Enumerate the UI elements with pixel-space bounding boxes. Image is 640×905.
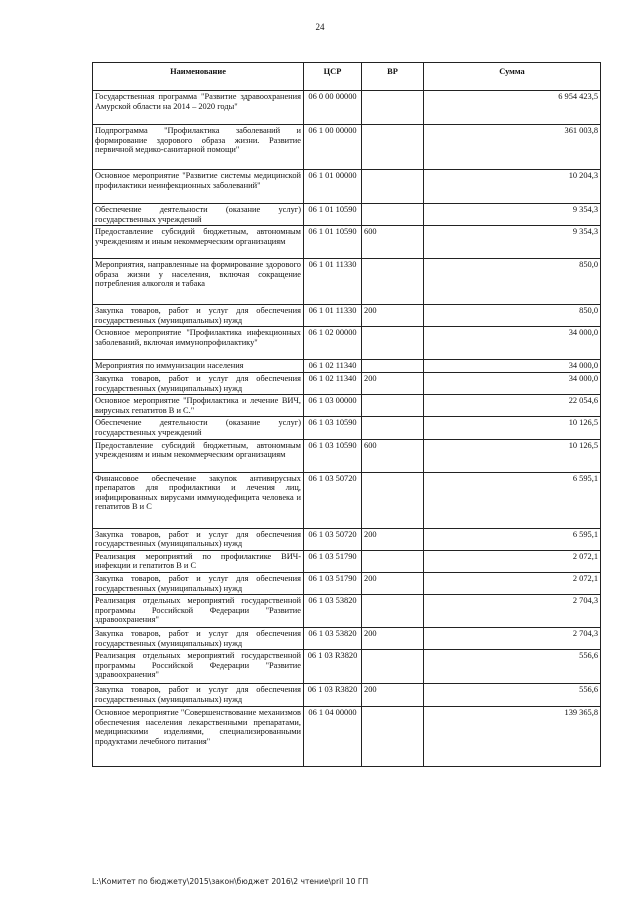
budget-table	[92, 62, 601, 767]
row-name-cell: Реализация отдельных мероприятий государственной программы Российской Федерации "Развитие здравоохранения"	[93, 650, 304, 684]
row-vr-cell	[362, 707, 424, 767]
table-row	[93, 305, 601, 327]
row-sum-cell: 6 954 423,5	[424, 91, 601, 125]
row-sum-cell: 10 126,5	[424, 439, 601, 472]
row-vr-cell	[362, 595, 424, 628]
row-csr-cell: 06 1 01 11330	[304, 305, 362, 327]
row-vr-cell: 200	[362, 305, 424, 327]
table-header-row	[93, 63, 601, 91]
row-csr-cell: 06 1 03 53820	[304, 628, 362, 650]
table-row	[93, 226, 601, 259]
row-name-cell: Финансовое обеспечение закупок антивирусных препаратов для профилактики и лечения лиц, инфицированных вирусами иммунодефицита человека и гепатитов В и С	[93, 472, 304, 528]
row-vr-cell	[362, 259, 424, 305]
row-name-cell: Предоставление субсидий бюджетным, автономным учреждениям и иным некоммерческим организациям	[93, 226, 304, 259]
row-sum-cell: 2 072,1	[424, 572, 601, 594]
row-csr-cell: 06 1 04 00000	[304, 707, 362, 767]
row-csr-cell: 06 1 02 11340	[304, 360, 362, 373]
row-name-cell: Закупка товаров, работ и услуг для обеспечения государственных (муниципальных) нужд	[93, 572, 304, 594]
row-csr-cell: 06 1 03 50720	[304, 472, 362, 528]
row-csr-cell: 06 1 03 R3820	[304, 684, 362, 707]
table-row	[93, 572, 601, 594]
row-vr-cell	[362, 204, 424, 226]
table-row	[93, 417, 601, 439]
row-sum-cell: 34 000,0	[424, 327, 601, 360]
row-name-cell: Закупка товаров, работ и услуг для обеспечения государственных (муниципальных) нужд	[93, 528, 304, 550]
table-row	[93, 395, 601, 417]
row-sum-cell: 34 000,0	[424, 372, 601, 394]
row-name-cell: Основное мероприятие "Совершенствование механизмов обеспечения населения лекарственными препаратами, медицинскими изделиями, специализированными продуктами лечебного питания"	[93, 707, 304, 767]
row-name-cell: Обеспечение деятельности (оказание услуг) государственных учреждений	[93, 204, 304, 226]
table-row	[93, 259, 601, 305]
row-vr-cell: 200	[362, 372, 424, 394]
table-body	[93, 91, 601, 767]
table-row	[93, 91, 601, 125]
row-sum-cell: 850,0	[424, 305, 601, 327]
table-row	[93, 628, 601, 650]
row-csr-cell: 06 1 03 10590	[304, 417, 362, 439]
row-name-cell: Обеспечение деятельности (оказание услуг) государственных учреждений	[93, 417, 304, 439]
row-vr-cell	[362, 417, 424, 439]
row-sum-cell: 139 365,8	[424, 707, 601, 767]
row-vr-cell	[362, 550, 424, 572]
table-row	[93, 550, 601, 572]
table-row	[93, 360, 601, 373]
row-csr-cell: 06 1 03 R3820	[304, 650, 362, 684]
row-name-cell: Подпрограмма "Профилактика заболеваний и формирование здорового образа жизни. Развитие первичной медико-санитарной помощи"	[93, 125, 304, 170]
row-vr-cell	[362, 472, 424, 528]
row-sum-cell: 34 000,0	[424, 360, 601, 373]
row-name-cell: Предоставление субсидий бюджетным, автономным учреждениям и иным некоммерческим организациям	[93, 439, 304, 472]
row-name-cell: Реализация отдельных мероприятий государственной программы Российской Федерации "Развитие здравоохранения"	[93, 595, 304, 628]
row-vr-cell: 600	[362, 226, 424, 259]
row-sum-cell: 556,6	[424, 650, 601, 684]
row-sum-cell: 850,0	[424, 259, 601, 305]
row-sum-cell: 10 126,5	[424, 417, 601, 439]
row-sum-cell: 2 704,3	[424, 628, 601, 650]
row-csr-cell: 06 1 01 10590	[304, 204, 362, 226]
row-name-cell: Закупка товаров, работ и услуг для обеспечения государственных (муниципальных) нужд	[93, 684, 304, 707]
table-row	[93, 707, 601, 767]
row-sum-cell: 361 003,8	[424, 125, 601, 170]
row-name-cell: Мероприятия, направленные на формирование здорового образа жизни у населения, включая сокращение потребления алкоголя и табака	[93, 259, 304, 305]
row-csr-cell: 06 1 01 00000	[304, 170, 362, 204]
row-csr-cell: 06 0 00 00000	[304, 91, 362, 125]
table-row	[93, 472, 601, 528]
table-row	[93, 528, 601, 550]
header-vr: ВР	[362, 63, 424, 91]
header-csr: ЦСР	[304, 63, 362, 91]
row-csr-cell: 06 1 01 11330	[304, 259, 362, 305]
row-csr-cell: 06 1 02 11340	[304, 372, 362, 394]
row-csr-cell: 06 1 00 00000	[304, 125, 362, 170]
row-vr-cell	[362, 650, 424, 684]
row-name-cell: Государственная программа "Развитие здравоохранения Амурской области на 2014 – 2020 годы"	[93, 91, 304, 125]
row-name-cell: Мероприятия по иммунизации населения	[93, 360, 304, 373]
row-sum-cell: 9 354,3	[424, 204, 601, 226]
row-vr-cell	[362, 395, 424, 417]
row-csr-cell: 06 1 02 00000	[304, 327, 362, 360]
row-vr-cell	[362, 170, 424, 204]
row-vr-cell: 200	[362, 628, 424, 650]
row-name-cell: Закупка товаров, работ и услуг для обеспечения государственных (муниципальных) нужд	[93, 372, 304, 394]
row-sum-cell: 10 204,3	[424, 170, 601, 204]
row-name-cell: Основное мероприятие "Профилактика и лечение ВИЧ, вирусных гепатитов В и С."	[93, 395, 304, 417]
table-row	[93, 650, 601, 684]
row-name-cell: Реализация мероприятий по профилактике ВИЧ-инфекции и гепатитов В и С	[93, 550, 304, 572]
footer-file-path: L:\Комитет по бюджету\2015\закон\бюджет 2016\2 чтение\pril 10 ГП	[92, 877, 369, 886]
row-name-cell: Основное мероприятие "Профилактика инфекционных заболеваний, включая иммунопрофилактику"	[93, 327, 304, 360]
table-row	[93, 684, 601, 707]
row-vr-cell	[362, 360, 424, 373]
row-csr-cell: 06 1 03 51790	[304, 572, 362, 594]
row-sum-cell: 2 704,3	[424, 595, 601, 628]
table-row	[93, 170, 601, 204]
row-vr-cell	[362, 327, 424, 360]
table-row	[93, 439, 601, 472]
table-row	[93, 327, 601, 360]
row-csr-cell: 06 1 03 53820	[304, 595, 362, 628]
page-number: 24	[315, 22, 325, 32]
row-vr-cell	[362, 91, 424, 125]
table-row	[93, 125, 601, 170]
row-sum-cell: 6 595,1	[424, 472, 601, 528]
table-row	[93, 595, 601, 628]
row-sum-cell: 556,6	[424, 684, 601, 707]
row-sum-cell: 9 354,3	[424, 226, 601, 259]
row-name-cell: Закупка товаров, работ и услуг для обеспечения государственных (муниципальных) нужд	[93, 628, 304, 650]
row-sum-cell: 6 595,1	[424, 528, 601, 550]
row-vr-cell: 200	[362, 572, 424, 594]
row-csr-cell: 06 1 03 50720	[304, 528, 362, 550]
row-vr-cell: 600	[362, 439, 424, 472]
row-sum-cell: 22 054,6	[424, 395, 601, 417]
table-row	[93, 372, 601, 394]
row-csr-cell: 06 1 03 51790	[304, 550, 362, 572]
row-vr-cell: 200	[362, 684, 424, 707]
table-row	[93, 204, 601, 226]
row-csr-cell: 06 1 01 10590	[304, 226, 362, 259]
row-sum-cell: 2 072,1	[424, 550, 601, 572]
row-vr-cell: 200	[362, 528, 424, 550]
header-name: Наименование	[93, 63, 304, 91]
header-sum: Сумма	[424, 63, 601, 91]
row-vr-cell	[362, 125, 424, 170]
row-csr-cell: 06 1 03 10590	[304, 439, 362, 472]
row-name-cell: Закупка товаров, работ и услуг для обеспечения государственных (муниципальных) нужд	[93, 305, 304, 327]
row-csr-cell: 06 1 03 00000	[304, 395, 362, 417]
row-name-cell: Основное мероприятие "Развитие системы медицинской профилактики неинфекционных заболеваний"	[93, 170, 304, 204]
